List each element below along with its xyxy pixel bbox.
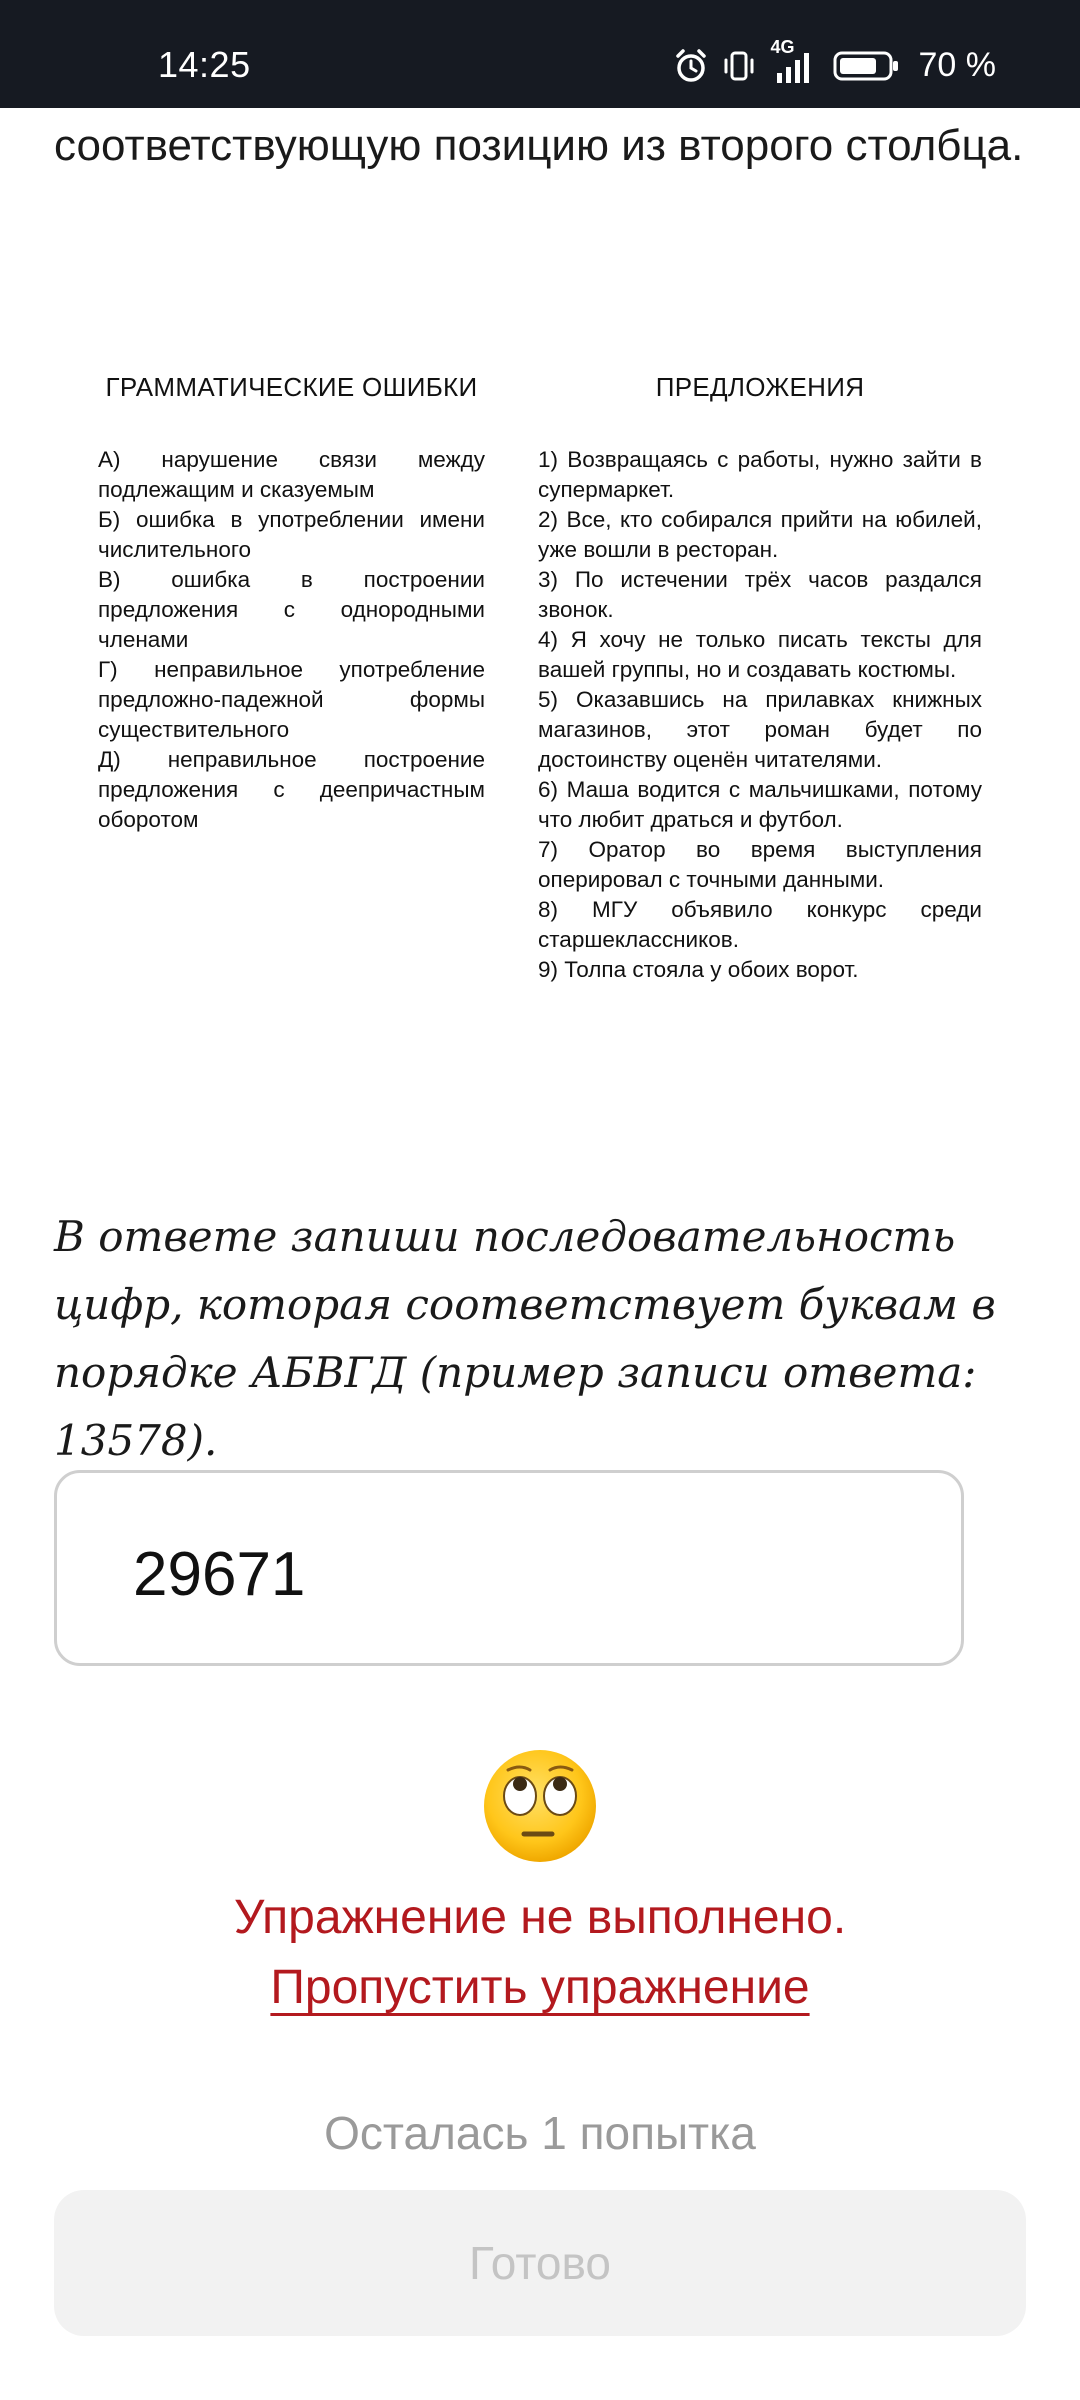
sentences-column xyxy=(538,372,982,985)
battery-percent: 70 % xyxy=(918,46,996,84)
sentence-item: 8) МГУ объявило конкурс среди старшеклассников. xyxy=(538,897,982,952)
answer-instruction: В ответе запиши последовательность цифр, которая соответствует буквам в порядке АБВГД (пример записи ответа: 13578). xyxy=(54,1212,996,1465)
face-with-rolling-eyes-icon xyxy=(480,1746,600,1866)
sentence-item: 9) Толпа стояла у обоих ворот. xyxy=(538,957,859,982)
error-item: А) нарушение связи между подлежащим и сказуемым xyxy=(98,447,485,502)
error-item: Г) неправильное употребление предложно-падежной формы существительного xyxy=(98,657,485,742)
status-time: 14:25 xyxy=(158,44,251,85)
sentence-item: 5) Оказавшись на прилавках книжных магазинов, этот роман будет по достоинству оценён читателями. xyxy=(538,687,982,772)
network-type: 4G xyxy=(770,36,795,57)
skip-exercise-label[interactable]: Пропустить упражнение xyxy=(270,1961,810,2014)
sentence-item: 2) Все, кто собирался прийти на юбилей, уже вошли в ресторан. xyxy=(538,507,982,562)
answer-field[interactable] xyxy=(54,1470,964,1666)
sentence-item: 1) Возвращаясь с работы, нужно зайти в супермаркет. xyxy=(538,447,982,502)
battery-icon xyxy=(833,49,901,83)
status-icons xyxy=(673,36,997,85)
task-intro: соответствующую позицию из второго столбца. xyxy=(54,121,1024,170)
sentence-item: 3) По истечении трёх часов раздался звонок. xyxy=(538,567,982,622)
sentence-item: 6) Маша водится с мальчишками, потому что любит драться и футбол. xyxy=(538,777,982,832)
skip-exercise-link[interactable] xyxy=(0,1960,1080,2015)
done-button[interactable]: Готово xyxy=(54,2190,1026,2336)
signal-icon xyxy=(769,36,819,85)
sentences-header: ПРЕДЛОЖЕНИЯ xyxy=(655,372,865,402)
error-item: Д) неправильное построение предложения с деепричастным оборотом xyxy=(98,747,485,832)
sentence-item: 4) Я хочу не только писать тексты для вашей группы, но и создавать костюмы. xyxy=(538,627,982,682)
status-bar xyxy=(0,0,1080,108)
error-item: Б) ошибка в употреблении имени числительного xyxy=(98,507,485,562)
sentence-item: 7) Оратор во время выступления оперировал с точными данными. xyxy=(538,837,982,892)
errors-column xyxy=(98,372,485,835)
errors-header: ГРАММАТИЧЕСКИЕ ОШИБКИ xyxy=(105,372,478,402)
attempts-left: Осталась 1 попытка xyxy=(324,2107,756,2159)
answer-value: 29671 xyxy=(133,1540,306,1609)
error-item: В) ошибка в построении предложения с однородными членами xyxy=(98,567,485,652)
alarm-icon xyxy=(673,48,709,84)
vibrate-icon xyxy=(723,48,755,84)
exercise-failed-message: Упражнение не выполнено. xyxy=(233,1891,847,1944)
